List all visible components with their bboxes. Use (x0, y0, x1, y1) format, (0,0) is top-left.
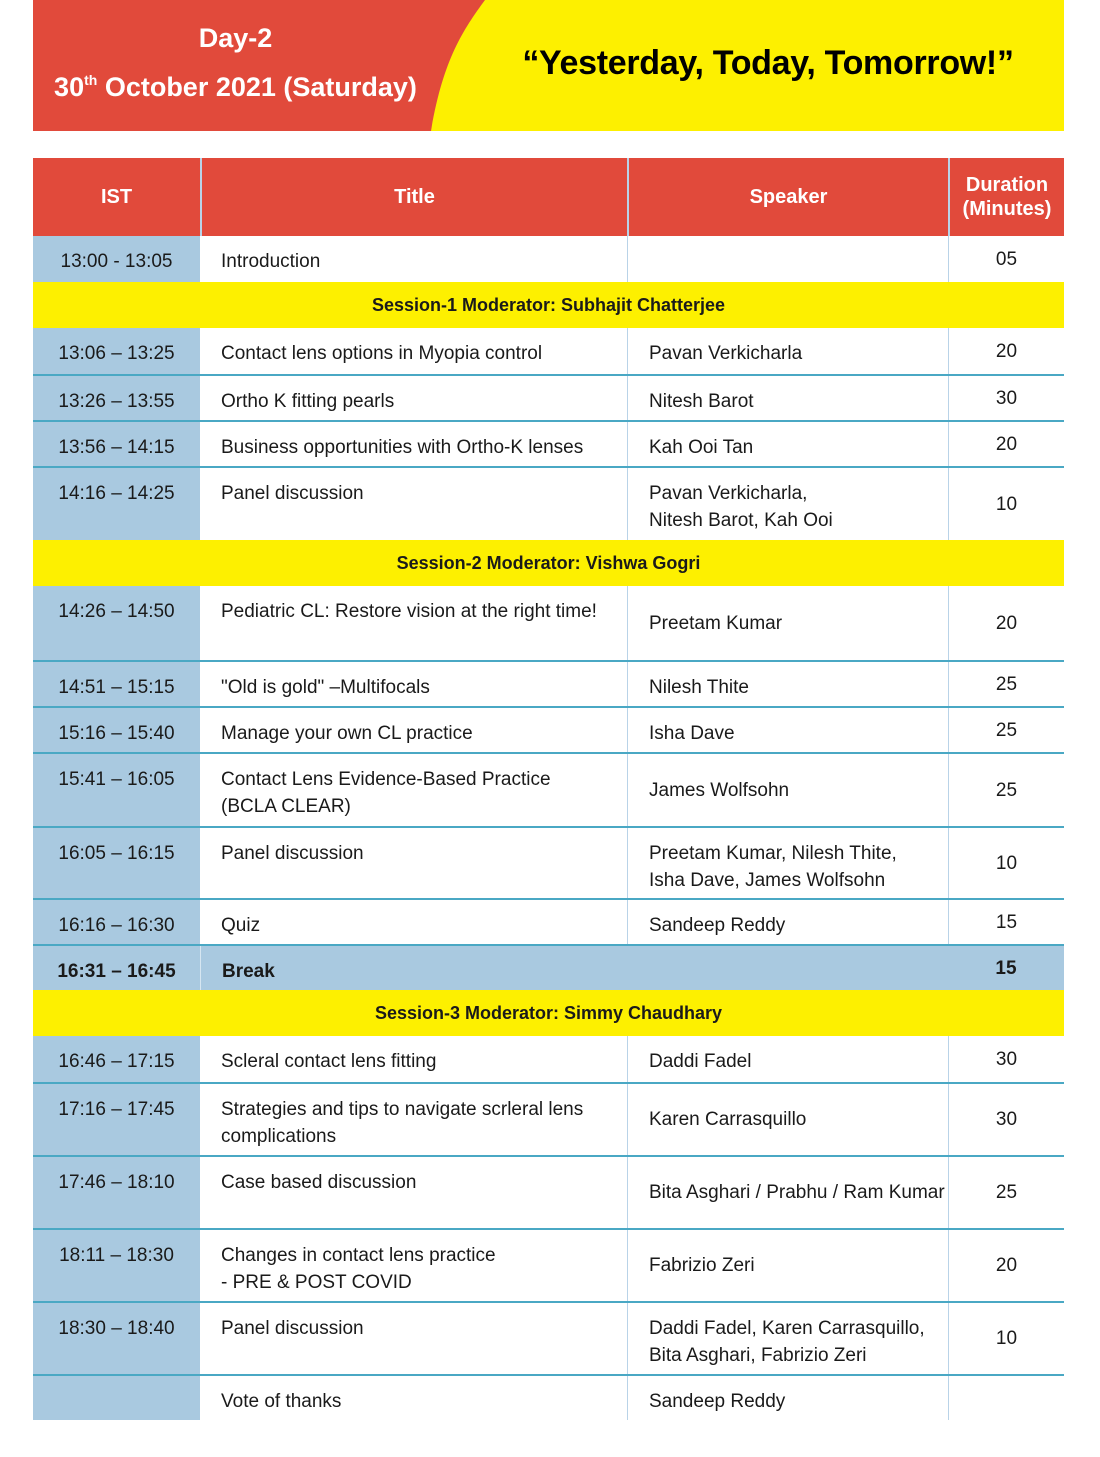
duration-cell: 25 (948, 754, 1064, 826)
schedule-row (33, 752, 1064, 826)
duration-cell: 20 (948, 586, 1064, 660)
title-cell: Panel discussion (221, 1318, 364, 1339)
time-cell: 13:00 - 13:05 (33, 236, 200, 282)
title-cell: Changes in contact lens practice - PRE & POST COVID (221, 1245, 496, 1293)
time-cell: 17:16 – 17:45 (33, 1084, 200, 1155)
schedule-row (33, 706, 1064, 752)
title-cell: Scleral contact lens fitting (221, 1051, 437, 1072)
header-speaker: Speaker (627, 158, 948, 236)
time-cell: 16:46 – 17:15 (33, 1036, 200, 1082)
time-cell: 15:16 – 15:40 (33, 708, 200, 752)
speaker-cell (627, 236, 948, 282)
duration-cell: 20 (948, 328, 1064, 374)
header-duration: Duration (Minutes) (948, 158, 1064, 236)
time-cell: 16:31 – 16:45 (33, 946, 200, 990)
speaker-cell: Kah Ooi Tan (627, 422, 948, 466)
duration-cell: 10 (948, 468, 1064, 540)
speaker-cell: Preetam Kumar, Nilesh Thite, Isha Dave, James Wolfsohn (627, 828, 948, 898)
time-cell: 14:26 – 14:50 (33, 586, 200, 660)
title-cell: Panel discussion (221, 843, 364, 864)
session-header-row (33, 282, 1064, 328)
schedule-row (33, 1374, 1064, 1420)
header-ist: IST (100, 186, 133, 208)
theme-title: “Yesterday, Today, Tomorrow!” (522, 44, 1014, 82)
duration-cell: 25 (948, 662, 1064, 706)
speaker-cell: James Wolfsohn (627, 754, 948, 826)
duration-cell: 25 (948, 708, 1064, 752)
schedule-row (33, 374, 1064, 420)
title-cell: Pediatric CL: Restore vision at the right time! (221, 601, 597, 622)
time-cell: 18:11 – 18:30 (33, 1230, 200, 1301)
speaker-cell: Nitesh Barot (627, 376, 948, 420)
duration-cell: 30 (948, 1036, 1064, 1082)
time-cell: 14:51 – 15:15 (33, 662, 200, 706)
schedule-row (33, 328, 1064, 374)
session-moderator-label: Session-1 Moderator: Subhajit Chatterjee (371, 294, 726, 315)
date-label (33, 58, 438, 109)
duration-cell: 20 (948, 422, 1064, 466)
duration-cell: 10 (948, 828, 1064, 898)
break-row (33, 944, 1064, 990)
session-header-row (33, 990, 1064, 1036)
duration-cell: 05 (948, 236, 1064, 282)
session-header-row (33, 540, 1064, 586)
date-rest: October 2021 (Saturday) (97, 72, 417, 102)
session-moderator-label: Session-2 Moderator: Vishwa Gogri (396, 552, 701, 573)
schedule-row (33, 1036, 1064, 1082)
schedule-row (33, 466, 1064, 540)
time-cell: 16:16 – 16:30 (33, 900, 200, 944)
date-day-number: 30 (54, 72, 85, 102)
time-cell: 17:46 – 18:10 (33, 1157, 200, 1228)
day-banner (33, 0, 1064, 131)
speaker-cell: Sandeep Reddy (627, 900, 948, 944)
duration-cell (948, 1376, 1064, 1420)
speaker-cell: Pavan Verkicharla (627, 328, 948, 374)
schedule-row (33, 586, 1064, 660)
title-cell: Break (200, 946, 627, 990)
duration-cell: 30 (948, 376, 1064, 420)
time-cell: 14:16 – 14:25 (33, 468, 200, 540)
title-cell: Strategies and tips to navigate scrleral lens complications (221, 1099, 584, 1147)
time-cell: 16:05 – 16:15 (33, 828, 200, 898)
speaker-cell: Preetam Kumar (627, 586, 948, 660)
session-moderator-label: Session-3 Moderator: Simmy Chaudhary (374, 1002, 723, 1023)
speaker-cell: Daddi Fadel (627, 1036, 948, 1082)
speaker-cell: Fabrizio Zeri (627, 1230, 948, 1301)
title-cell: Introduction (221, 251, 321, 272)
day-label: Day-2 (198, 23, 273, 53)
title-cell: Contact lens options in Myopia control (221, 343, 543, 364)
schedule-row (33, 1301, 1064, 1374)
schedule-row (33, 1228, 1064, 1301)
schedule-row (33, 420, 1064, 466)
schedule-row (33, 236, 1064, 282)
title-cell: Ortho K fitting pearls (221, 391, 395, 412)
banner-date-block (33, 18, 438, 109)
speaker-cell: Karen Carrasquillo (627, 1084, 948, 1155)
speaker-cell: Pavan Verkicharla, Nitesh Barot, Kah Ooi (627, 468, 948, 540)
duration-cell: 15 (948, 900, 1064, 944)
time-cell: 13:26 – 13:55 (33, 376, 200, 420)
header-title: Title (200, 158, 627, 236)
time-cell: 13:06 – 13:25 (33, 328, 200, 374)
speaker-cell: Isha Dave (627, 708, 948, 752)
schedule-row (33, 1082, 1064, 1155)
title-cell: Panel discussion (221, 483, 364, 504)
title-cell: Manage your own CL practice (221, 723, 473, 744)
duration-cell: 15 (995, 957, 1017, 979)
title-cell: Case based discussion (221, 1172, 417, 1193)
duration-cell: 30 (948, 1084, 1064, 1155)
time-cell: 18:30 – 18:40 (33, 1303, 200, 1374)
schedule-row (33, 826, 1064, 898)
title-cell: Contact Lens Evidence-Based Practice (BCLA CLEAR) (221, 769, 551, 817)
time-cell (33, 1376, 200, 1420)
time-cell: 15:41 – 16:05 (33, 754, 200, 826)
speaker-cell: Bita Asghari / Prabhu / Ram Kumar (627, 1157, 948, 1228)
schedule-row (33, 660, 1064, 706)
speaker-cell: Sandeep Reddy (627, 1376, 948, 1420)
speaker-cell: Daddi Fadel, Karen Carrasquillo, Bita Asghari, Fabrizio Zeri (627, 1303, 948, 1374)
duration-cell: 25 (948, 1157, 1064, 1228)
title-cell: Business opportunities with Ortho-K lenses (221, 437, 584, 458)
table-header (33, 158, 1064, 236)
date-ordinal-suffix: th (84, 72, 98, 88)
title-cell: "Old is gold" –Multifocals (221, 677, 430, 698)
title-cell: Quiz (221, 915, 261, 936)
duration-cell: 10 (948, 1303, 1064, 1374)
duration-cell: 20 (948, 1230, 1064, 1301)
title-cell: Vote of thanks (221, 1391, 342, 1412)
schedule-row (33, 1155, 1064, 1228)
time-cell: 13:56 – 14:15 (33, 422, 200, 466)
speaker-cell: Nilesh Thite (627, 662, 948, 706)
schedule-row (33, 898, 1064, 944)
